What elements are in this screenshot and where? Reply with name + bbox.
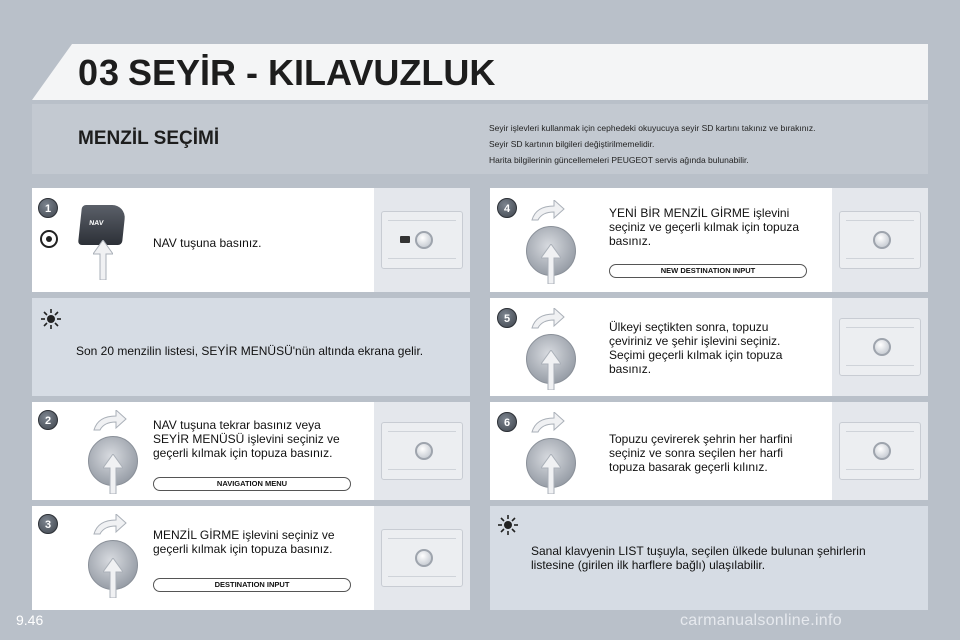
rotate-arrow-icon xyxy=(92,514,128,536)
dial-icon xyxy=(873,442,891,460)
rotate-arrow-icon xyxy=(92,410,128,432)
step-badge-3: 3 xyxy=(38,514,58,534)
intro-line: Harita bilgilerinin güncellemeleri PEUGEOT servis ağında bulunabilir. xyxy=(489,155,749,165)
console-image xyxy=(839,422,921,480)
step-text-5: Ülkeyi seçtikten sonra, topuzu çeviriniz ve şehir işlevini seçiniz. Seçimi geçerli kılmak için topuza basınız. xyxy=(609,320,783,376)
target-icon xyxy=(38,228,60,250)
console-image xyxy=(381,529,463,587)
rotate-arrow-icon xyxy=(530,308,566,330)
dial-icon xyxy=(415,549,433,567)
new-destination-input-label: NEW DESTINATION INPUT xyxy=(609,264,807,278)
chapter-title: SEYİR - KILAVUZLUK xyxy=(128,52,496,93)
press-arrow-icon xyxy=(93,240,113,280)
press-arrow-icon xyxy=(103,558,123,598)
console-thumbnail xyxy=(832,402,928,500)
rotate-arrow-icon xyxy=(530,412,566,434)
console-thumbnail xyxy=(374,402,470,500)
watermark: carmanualsonline.info xyxy=(680,612,842,629)
step-text-6: Topuzu çevirerek şehrin her harfini seçiniz ve sonra seçilen her harfi topuza basarak geçerli kılınız. xyxy=(609,432,793,474)
page-number: 9.46 xyxy=(16,612,44,628)
intro-line: Seyir işlevleri kullanmak için cephedeki okuyucuya seyir SD kartını takınız ve bırakınız. xyxy=(489,123,816,133)
nav-key-highlight xyxy=(400,236,410,243)
nav-button-label: NAV xyxy=(88,220,104,227)
tip-text-1: Son 20 menzilin listesi, SEYİR MENÜSÜ'nün altında ekrana gelir. xyxy=(76,344,424,358)
console-thumbnail xyxy=(832,188,928,292)
console-image xyxy=(839,318,921,376)
press-arrow-icon xyxy=(541,244,561,284)
step-text-3: MENZİL GİRME işlevini seçiniz ve geçerli kılmak için topuza basınız. xyxy=(153,528,335,556)
press-arrow-icon xyxy=(103,454,123,494)
intro-text xyxy=(489,120,909,168)
press-arrow-icon xyxy=(541,454,561,494)
info-tip-icon xyxy=(497,514,519,536)
step-text-4: YENİ BİR MENZİL GİRME işlevini seçiniz ve geçerli kılmak için topuza basınız. xyxy=(609,206,800,248)
console-image xyxy=(381,422,463,480)
tip-text-2: Sanal klavyenin LIST tuşuyla, seçilen ülkede bulunan şehirlerin listesine (girilen ilk harflere bağlı) ulaşılabilir. xyxy=(531,544,866,572)
press-arrow-icon xyxy=(541,350,561,390)
intro-line: Seyir SD kartının bilgileri değiştirilmemelidir. xyxy=(489,139,655,149)
chapter-number: 03 xyxy=(78,52,121,93)
header-notch xyxy=(32,44,72,100)
info-tip-icon xyxy=(40,308,62,330)
step-badge-1: 1 xyxy=(38,198,58,218)
dial-icon xyxy=(415,442,433,460)
console-image xyxy=(839,211,921,269)
navigation-menu-label: NAVIGATION MENU xyxy=(153,477,351,491)
destination-input-label: DESTINATION INPUT xyxy=(153,578,351,592)
step-text-1: NAV tuşuna basınız. xyxy=(153,236,262,250)
console-thumbnail xyxy=(832,298,928,396)
step-badge-5: 5 xyxy=(497,308,517,328)
dial-icon xyxy=(873,338,891,356)
rotate-arrow-icon xyxy=(530,200,566,222)
dial-icon xyxy=(873,231,891,249)
console-thumbnail xyxy=(374,188,470,292)
dial-icon xyxy=(415,231,433,249)
step-text-2: NAV tuşuna tekrar basınız veya SEYİR MENÜSÜ işlevini seçiniz ve geçerli kılmak için topuza basınız. xyxy=(153,418,340,460)
section-title: MENZİL SEÇİMİ xyxy=(78,128,220,149)
nav-button-illustration xyxy=(78,205,126,245)
console-thumbnail xyxy=(374,506,470,610)
step-badge-2: 2 xyxy=(38,410,58,430)
step-badge-6: 6 xyxy=(497,412,517,432)
console-image xyxy=(381,211,463,269)
step-badge-4: 4 xyxy=(497,198,517,218)
